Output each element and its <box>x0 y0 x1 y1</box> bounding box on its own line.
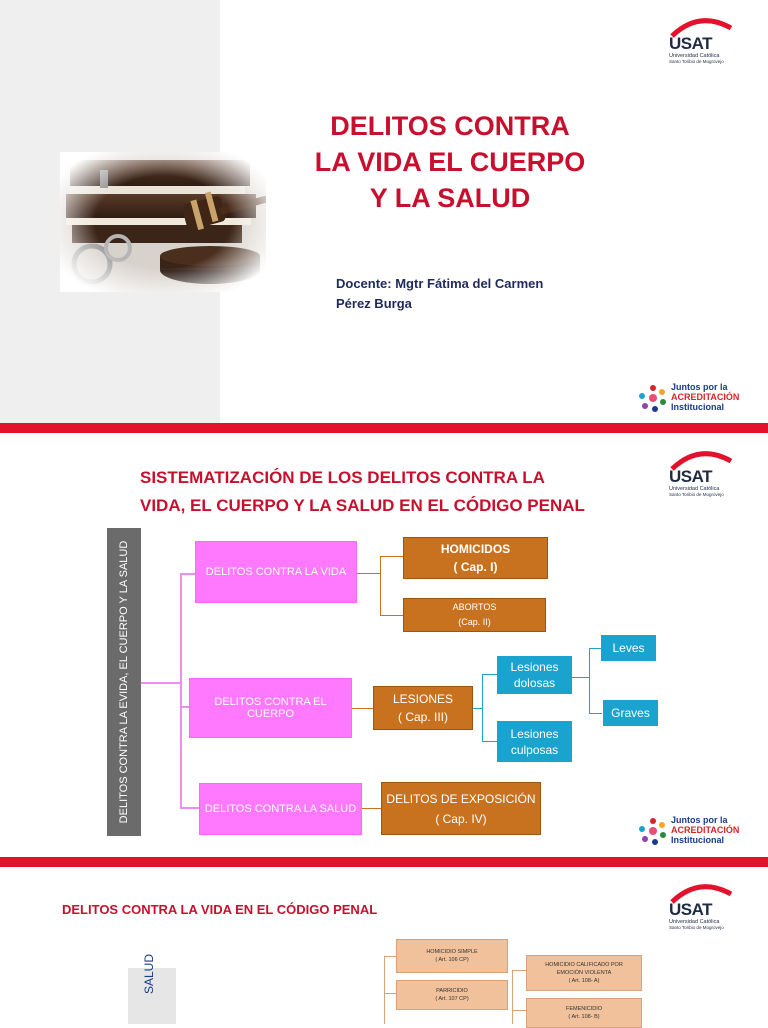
usat-subtitle-1: Universidad Católica <box>669 919 720 925</box>
lesiones-title: LESIONES <box>392 692 454 706</box>
leves-label: Leves <box>612 641 645 655</box>
abortos-box <box>403 598 546 632</box>
category-vida <box>195 541 357 603</box>
calificado-title-1: HOMICIDIO CALIFICADO POR <box>545 962 623 968</box>
presentation-title <box>300 108 600 216</box>
slide-3-root-bar <box>128 953 176 1024</box>
usat-logo-3 <box>669 882 739 930</box>
juntos-acreditacion-logo <box>638 381 738 415</box>
homicidio-simple-article: ( Art. 106 CP) <box>435 957 469 963</box>
teacher-credit <box>336 274 543 314</box>
connector <box>589 648 590 714</box>
connector <box>357 573 381 574</box>
usat-subtitle-2: Santo Toribio de Mogrovejo <box>669 925 724 930</box>
lesiones-chapter: ( Cap. III) <box>397 710 448 724</box>
title-line-1: DELITOS CONTRA <box>330 111 570 141</box>
connector <box>180 573 195 575</box>
connector <box>512 970 513 1024</box>
usat-logo <box>669 16 739 64</box>
juntos-line-3: Institucional <box>671 402 725 412</box>
teacher-line-1: Docente: Mgtr Fátima del Carmen <box>336 276 544 291</box>
calificado-article: ( Art. 108- A) <box>568 978 600 984</box>
parricidio-box <box>396 980 508 1010</box>
connector <box>380 556 381 616</box>
connector <box>512 1010 526 1011</box>
connector <box>482 674 498 675</box>
connector <box>589 713 602 714</box>
juntos-line-1: Juntos por la <box>671 815 728 825</box>
exposicion-chapter: ( Cap. IV) <box>435 811 487 826</box>
connector <box>384 956 396 957</box>
connector <box>380 615 404 616</box>
juntos-acreditacion-logo-2 <box>638 814 738 848</box>
usat-subtitle-1: Universidad Católica <box>669 486 720 492</box>
homicidio-simple-title: HOMICIDIO SIMPLE <box>426 949 478 955</box>
category-salud-label: DELITOS CONTRA LA SALUD <box>204 803 357 815</box>
connector <box>352 708 374 709</box>
connector <box>572 677 590 678</box>
connector <box>384 993 396 994</box>
usat-subtitle-2: Santo Toribio de Mogrovejo <box>669 492 724 497</box>
exposicion-box <box>381 782 541 835</box>
usat-wordmark: USAT <box>669 34 713 53</box>
homicidios-box <box>403 537 548 579</box>
parricidio-title: PARRICIDIO <box>436 988 468 994</box>
homicidios-title: HOMICIDOS <box>440 542 511 556</box>
juntos-line-1: Juntos por la <box>671 382 728 392</box>
teacher-line-2: Pérez Burga <box>336 296 412 311</box>
usat-wordmark: USAT <box>669 900 713 919</box>
lesiones-dolosas-box <box>497 656 572 694</box>
title-line-2: LA VIDA EL CUERPO <box>314 147 586 177</box>
connector <box>384 956 385 1024</box>
calificado-title-2: EMOCIÓN VIOLENTA <box>556 970 612 976</box>
root-category-bar <box>107 528 141 836</box>
homicidio-simple-box <box>396 939 508 973</box>
connector <box>380 556 404 557</box>
root-category-label: DELITOS CONTRA LA EVIDA, EL CUERPO Y LA SALUD <box>118 540 130 824</box>
usat-wordmark: USAT <box>669 467 713 486</box>
category-salud <box>199 783 362 835</box>
lesiones-culposas-box <box>497 721 572 762</box>
leves-box <box>601 635 656 661</box>
s2-title-line-2: VIDA, EL CUERPO Y LA SALUD EN EL CÓDIGO PENAL <box>140 496 585 515</box>
culposas-line-2: culposas <box>510 742 559 757</box>
dolosas-line-2: dolosas <box>513 676 556 690</box>
juntos-line-2: ACREDITACIÓN <box>671 825 740 835</box>
connector <box>141 682 181 684</box>
slide-separator-2 <box>0 857 768 867</box>
feminicidio-article: ( Art. 108- B) <box>568 1014 600 1020</box>
parricidio-article: ( Art. 107 CP) <box>435 996 469 1002</box>
juntos-line-3: Institucional <box>671 835 725 845</box>
abortos-title: ABORTOS <box>452 602 497 612</box>
connector <box>362 808 382 809</box>
category-cuerpo-label: DELITOS CONTRA EL CUERPO <box>214 696 327 720</box>
slide-1 <box>0 0 768 423</box>
people-circle-icon <box>638 816 668 846</box>
graves-box <box>603 700 658 726</box>
usat-logo-2 <box>669 449 739 497</box>
abortos-chapter: (Cap. II) <box>458 617 491 627</box>
s2-title-line-1: SISTEMATIZACIÓN DE LOS DELITOS CONTRA LA <box>140 468 545 487</box>
slide-separator-1 <box>0 423 768 433</box>
title-line-3: Y LA SALUD <box>369 183 531 213</box>
usat-subtitle-1: Universidad Católica <box>669 53 720 59</box>
connector <box>482 674 483 742</box>
category-cuerpo <box>189 678 352 738</box>
slide-3-root-label: SALUD <box>142 953 156 994</box>
usat-subtitle-2: Santo Toribio de Mogrovejo <box>669 59 724 64</box>
homicidio-calificado-box <box>526 955 642 991</box>
connector <box>180 807 200 809</box>
exposicion-title: DELITOS DE EXPOSICIÓN <box>386 791 536 806</box>
connector <box>482 741 498 742</box>
gavel-handcuffs-books-photo <box>60 152 266 292</box>
connector <box>180 573 182 808</box>
culposas-line-1: Lesiones <box>510 726 559 741</box>
connector <box>512 970 526 971</box>
systematization-title <box>140 464 585 520</box>
homicidios-chapter: ( Cap. I) <box>453 560 498 574</box>
people-circle-icon <box>638 383 668 413</box>
slide-3-title: DELITOS CONTRA LA VIDA EN EL CÓDIGO PENAL <box>62 902 378 917</box>
feminicidio-title: FEMENICIDIO <box>565 1006 603 1012</box>
category-vida-label: DELITOS CONTRA LA VIDA <box>205 566 347 578</box>
lesiones-box <box>373 686 473 730</box>
graves-label: Graves <box>611 706 650 720</box>
juntos-line-2: ACREDITACIÓN <box>671 392 740 402</box>
dolosas-line-1: Lesiones <box>510 660 559 674</box>
